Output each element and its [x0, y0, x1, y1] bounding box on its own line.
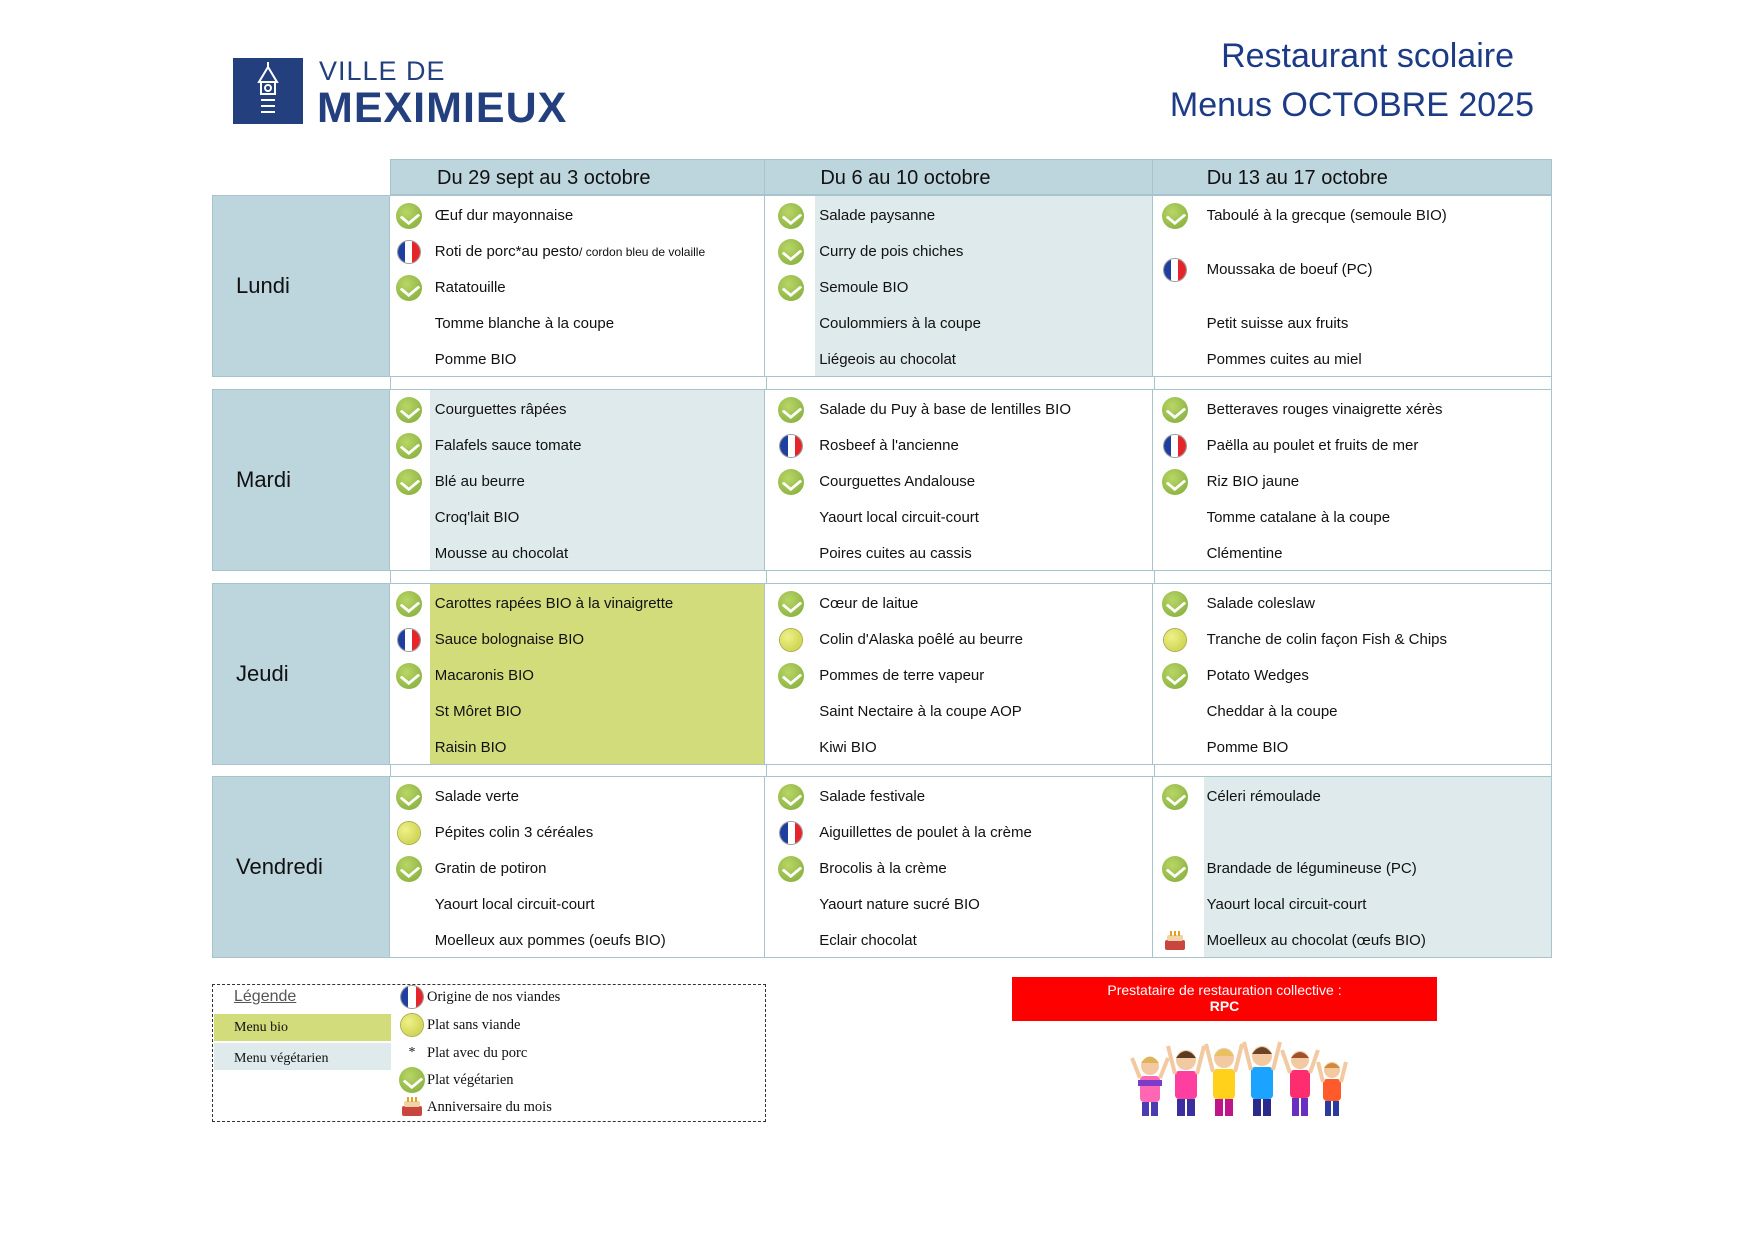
dish-text: Ratatouille — [434, 278, 506, 296]
dish-text: Brocolis à la crème — [819, 859, 947, 877]
cake-icon — [401, 1097, 423, 1117]
dish-name — [1207, 896, 1367, 913]
dish-name — [1207, 932, 1426, 949]
leaf-icon — [1162, 469, 1188, 495]
dish-name — [435, 667, 534, 684]
dish-text: Tomme blanche à la coupe — [434, 314, 615, 332]
dish-text: Croq'lait BIO — [434, 508, 520, 526]
dish-name — [435, 631, 584, 648]
leaf-icon — [396, 469, 422, 495]
dish-note: / cordon bleu de volaille — [579, 244, 706, 259]
dish-text: Semoule BIO — [819, 278, 909, 296]
leaf-icon — [778, 397, 804, 423]
day-row — [212, 389, 1552, 571]
menu-cell — [1153, 196, 1551, 376]
dish-text: Cœur de laitue — [819, 594, 919, 612]
french-flag-icon — [1164, 435, 1186, 457]
french-flag-icon — [398, 241, 420, 263]
menu-cell — [390, 196, 765, 376]
dish-icon-slot — [395, 274, 423, 302]
dish-text: Céleri rémoulade — [1206, 787, 1321, 805]
dish-text: Raisin BIO — [434, 738, 507, 756]
dish-row — [765, 694, 1151, 728]
dish-row — [1153, 694, 1551, 728]
dish-name — [1207, 315, 1349, 332]
dish-name — [819, 243, 963, 260]
dish-text: Macaronis BIO — [434, 666, 534, 684]
dish-icon-slot — [1161, 927, 1189, 955]
leaf-icon — [778, 469, 804, 495]
dish-icon-slot — [777, 274, 805, 302]
dish-text: Yaourt nature sucré BIO — [819, 895, 980, 913]
dish-icon-slot — [1161, 202, 1189, 230]
dish-icon-slot — [395, 855, 423, 883]
dish-row — [390, 270, 764, 304]
menu-cell — [765, 584, 1152, 764]
leaf-icon — [396, 397, 422, 423]
dish-text: Poires cuites au cassis — [819, 544, 972, 562]
provider-banner — [1012, 977, 1437, 1021]
dish-icon-slot — [395, 432, 423, 460]
dish-row — [765, 464, 1151, 498]
dish-text: Pommes cuites au miel — [1206, 350, 1362, 368]
dish-row — [1153, 464, 1551, 498]
dish-text: Liégeois au chocolat — [819, 350, 956, 368]
logo-line2: MEXIMIEUX — [317, 84, 568, 132]
leaf-icon — [778, 663, 804, 689]
dish-row — [390, 730, 764, 764]
french-flag-icon — [780, 435, 802, 457]
dish-name — [435, 824, 593, 841]
dish-row — [390, 306, 764, 340]
dish-row — [1153, 658, 1551, 692]
dish-name — [435, 739, 507, 756]
dish-text: Courguettes Andalouse — [819, 472, 976, 490]
dish-text: Brandade de légumineuse (PC) — [1206, 859, 1417, 877]
dish-row — [765, 887, 1151, 921]
legend-icon-slot — [399, 1014, 425, 1036]
dish-name — [435, 545, 568, 562]
dish-name — [819, 932, 917, 949]
day-row — [212, 776, 1552, 958]
dish-text: Blé au beurre — [434, 472, 525, 490]
dish-text: Betteraves rouges vinaigrette xérès — [1206, 400, 1443, 418]
dish-row — [765, 622, 1151, 656]
dish-row — [390, 464, 764, 498]
dish-row — [1153, 270, 1551, 304]
leaf-icon — [1162, 663, 1188, 689]
dish-text: Pommes de terre vapeur — [819, 666, 985, 684]
week-header: Du 29 sept au 3 octobre — [391, 160, 765, 194]
dish-row — [390, 586, 764, 620]
ball-icon — [780, 629, 802, 651]
dish-name — [819, 315, 981, 332]
dish-text: Moelleux au chocolat (œufs BIO) — [1206, 931, 1426, 949]
dish-name — [435, 351, 517, 368]
dish-row — [765, 428, 1151, 462]
dish-name — [435, 703, 522, 720]
dish-name — [1207, 788, 1321, 805]
asterisk-icon: * — [408, 1045, 416, 1060]
dish-name — [1207, 437, 1419, 454]
dish-icon-slot — [777, 855, 805, 883]
dish-icon-slot — [1161, 468, 1189, 496]
dish-name — [1207, 631, 1447, 648]
title-line2: Menus OCTOBRE 2025 — [1169, 86, 1534, 124]
leaf-icon — [396, 275, 422, 301]
dish-icon-slot — [395, 396, 423, 424]
city-logo — [233, 56, 593, 132]
dish-text: Salade verte — [434, 787, 519, 805]
legend-menu-vegetarien: Menu végétarien — [214, 1043, 391, 1070]
dish-text: Aiguillettes de poulet à la crème — [819, 823, 1032, 841]
dish-row — [390, 815, 764, 849]
page-title — [1170, 32, 1534, 130]
dish-icon-slot — [777, 202, 805, 230]
dish-text: Taboulé à la grecque (semoule BIO) — [1206, 206, 1447, 224]
dish-text: Salade coleslaw — [1206, 594, 1315, 612]
title-line1: Restaurant scolaire — [1221, 37, 1514, 75]
legend-icon-slot — [399, 1067, 425, 1093]
menu-cell — [390, 584, 765, 764]
dish-text: Moussaka de boeuf (PC) — [1206, 260, 1373, 278]
dish-icon-slot — [1161, 662, 1189, 690]
dish-text: Roti de porc*au pesto — [434, 242, 580, 260]
legend-icon-slot — [399, 986, 425, 1008]
dish-name — [435, 473, 525, 490]
day-row — [212, 195, 1552, 377]
dish-text: Potato Wedges — [1206, 666, 1309, 684]
menu-cell — [765, 196, 1152, 376]
dish-row — [765, 198, 1151, 232]
dish-text: Salade du Puy à base de lentilles BIO — [819, 400, 1072, 418]
dish-name — [819, 207, 935, 224]
dish-name — [819, 401, 1071, 418]
dish-text: Rosbeef à l'ancienne — [819, 436, 959, 454]
legend-text: Plat sans viande — [427, 1016, 521, 1033]
dish-row — [765, 270, 1151, 304]
cake-icon — [1164, 931, 1186, 951]
dish-text: Pomme BIO — [1206, 738, 1289, 756]
dish-icon-slot — [777, 590, 805, 618]
leaf-icon — [399, 1067, 425, 1093]
dish-row — [765, 234, 1151, 268]
leaf-icon — [396, 591, 422, 617]
provider-name: RPC — [1209, 998, 1240, 1014]
dish-text: Yaourt local circuit-court — [434, 895, 595, 913]
legend-text: Plat avec du porc — [427, 1044, 528, 1061]
dish-text: Paëlla au poulet et fruits de mer — [1206, 436, 1419, 454]
children-illustration — [1128, 1036, 1348, 1118]
dish-icon-slot — [395, 590, 423, 618]
dish-name — [819, 509, 979, 526]
dish-icon-slot — [1161, 783, 1189, 811]
dish-text: Eclair chocolat — [819, 931, 917, 949]
dish-name — [1207, 509, 1390, 526]
dish-row — [390, 428, 764, 462]
dish-text: Saint Nectaire à la coupe AOP — [819, 702, 1022, 720]
dish-text: Cheddar à la coupe — [1206, 702, 1338, 720]
dish-name — [1207, 703, 1338, 720]
dish-text: Kiwi BIO — [819, 738, 877, 756]
dish-row — [390, 622, 764, 656]
dish-row — [765, 851, 1151, 885]
dish-row — [1153, 851, 1551, 885]
dish-icon-slot — [1161, 396, 1189, 424]
dish-row — [390, 779, 764, 813]
dish-name — [435, 243, 705, 260]
provider-label: Prestataire de restauration collective : — [1107, 982, 1342, 998]
day-label: Vendredi — [213, 777, 390, 957]
dish-name — [819, 631, 1023, 648]
day-label: Mardi — [213, 390, 390, 570]
dish-row — [765, 500, 1151, 534]
dish-row — [1153, 622, 1551, 656]
dish-row — [765, 392, 1151, 426]
dish-text: Gratin de potiron — [434, 859, 547, 877]
dish-name — [1207, 351, 1362, 368]
dish-text: Œuf dur mayonnaise — [434, 206, 574, 224]
leaf-icon — [778, 239, 804, 265]
dish-icon-slot — [395, 626, 423, 654]
dish-icon-slot — [777, 819, 805, 847]
dish-row — [1153, 392, 1551, 426]
dish-row — [390, 342, 764, 376]
french-flag-icon — [398, 629, 420, 651]
legend-text: Anniversaire du mois — [427, 1098, 552, 1115]
row-spacer — [390, 571, 1552, 583]
dish-icon-slot — [777, 432, 805, 460]
dish-row — [390, 658, 764, 692]
dish-icon-slot — [777, 626, 805, 654]
dish-text: Coulommiers à la coupe — [819, 314, 981, 332]
dish-icon-slot — [395, 783, 423, 811]
dish-text: Petit suisse aux fruits — [1206, 314, 1349, 332]
dish-icon-slot — [777, 396, 805, 424]
dish-row — [390, 694, 764, 728]
dish-name — [1207, 595, 1315, 612]
dish-name — [819, 860, 947, 877]
dish-name — [819, 788, 925, 805]
church-logo-icon — [233, 58, 303, 124]
dish-row — [390, 198, 764, 232]
dish-name — [1207, 667, 1309, 684]
dish-name — [435, 896, 595, 913]
legend-text: Plat végétarien — [427, 1071, 514, 1088]
dish-row — [390, 536, 764, 570]
menu-cell — [1153, 390, 1551, 570]
dish-row — [1153, 536, 1551, 570]
leaf-icon — [396, 784, 422, 810]
dish-text: Sauce bolognaise BIO — [434, 630, 585, 648]
leaf-icon — [396, 203, 422, 229]
dish-row — [1153, 779, 1551, 813]
dish-name — [1207, 207, 1447, 224]
leaf-icon — [396, 663, 422, 689]
dish-text: Pépites colin 3 céréales — [434, 823, 594, 841]
dish-icon-slot — [395, 202, 423, 230]
dish-icon-slot — [1161, 432, 1189, 460]
dish-name — [1207, 545, 1283, 562]
leaf-icon — [778, 275, 804, 301]
menu-cell — [1153, 777, 1551, 957]
dish-text: Falafels sauce tomate — [434, 436, 582, 454]
dish-name — [435, 207, 573, 224]
french-flag-icon — [401, 986, 423, 1008]
dish-text: Riz BIO jaune — [1206, 472, 1300, 490]
menu-cell — [1153, 584, 1551, 764]
dish-row — [1153, 342, 1551, 376]
dish-icon-slot — [777, 783, 805, 811]
dish-icon-slot — [1161, 590, 1189, 618]
dish-text: Tomme catalane à la coupe — [1206, 508, 1391, 526]
legend-menu-bio: Menu bio — [214, 1014, 391, 1041]
dish-icon-slot — [395, 468, 423, 496]
dish-name — [819, 824, 1032, 841]
day-row — [212, 583, 1552, 765]
dish-name — [435, 788, 519, 805]
dish-row — [1153, 198, 1551, 232]
row-spacer — [390, 377, 1552, 389]
row-spacer — [390, 764, 1552, 776]
dish-icon-slot — [395, 238, 423, 266]
french-flag-icon — [780, 822, 802, 844]
leaf-icon — [1162, 203, 1188, 229]
week-header: Du 13 au 17 octobre — [1206, 167, 1388, 189]
menu-cell — [390, 777, 765, 957]
dish-text: Salade paysanne — [819, 206, 936, 224]
legend — [212, 984, 766, 1122]
dish-name — [435, 860, 547, 877]
dish-text: Curry de pois chiches — [819, 242, 964, 260]
dish-row — [390, 923, 764, 957]
dish-row — [390, 392, 764, 426]
legend-icon-slot — [399, 1097, 425, 1117]
dish-row — [1153, 586, 1551, 620]
dish-row — [765, 779, 1151, 813]
dish-name — [819, 739, 877, 756]
dish-name — [435, 401, 567, 418]
dish-icon-slot — [777, 468, 805, 496]
dish-name — [435, 595, 673, 612]
dish-row — [1153, 887, 1551, 921]
dish-text: Pomme BIO — [434, 350, 517, 368]
menu-cell — [765, 390, 1152, 570]
dish-name — [435, 315, 614, 332]
dish-row — [390, 500, 764, 534]
leaf-icon — [1162, 397, 1188, 423]
dish-row — [1153, 306, 1551, 340]
leaf-icon — [778, 591, 804, 617]
dish-row — [1153, 500, 1551, 534]
dish-row — [1153, 428, 1551, 462]
leaf-icon — [1162, 591, 1188, 617]
dish-row — [765, 306, 1151, 340]
dish-row — [765, 586, 1151, 620]
leaf-icon — [396, 856, 422, 882]
leaf-icon — [778, 203, 804, 229]
dish-row — [390, 234, 764, 268]
dish-name — [435, 437, 582, 454]
dish-name — [819, 437, 959, 454]
dish-row — [765, 658, 1151, 692]
dish-name — [435, 279, 506, 296]
leaf-icon — [396, 433, 422, 459]
dish-row — [390, 887, 764, 921]
dish-name — [819, 667, 984, 684]
dish-name — [819, 473, 975, 490]
dish-text: Salade festivale — [819, 787, 926, 805]
dish-name — [819, 279, 908, 296]
dish-text: Yaourt local circuit-court — [1206, 895, 1367, 913]
dish-text: Colin d'Alaska poêlé au beurre — [819, 630, 1024, 648]
dish-row — [1153, 730, 1551, 764]
menu-cell — [765, 777, 1152, 957]
leaf-icon — [778, 856, 804, 882]
dish-name — [435, 932, 666, 949]
ball-icon — [1164, 629, 1186, 651]
ball-icon — [401, 1014, 423, 1036]
dish-row — [765, 923, 1151, 957]
dish-name — [819, 351, 956, 368]
dish-name — [1207, 739, 1289, 756]
dish-text: Tranche de colin façon Fish & Chips — [1206, 630, 1447, 648]
dish-icon-slot — [777, 238, 805, 266]
dish-name — [819, 545, 972, 562]
leaf-icon — [778, 784, 804, 810]
legend-title: Légende — [234, 988, 297, 1005]
dish-icon-slot — [777, 662, 805, 690]
dish-text: Clémentine — [1206, 544, 1283, 562]
day-label: Jeudi — [213, 584, 390, 764]
legend-icon-slot — [399, 1045, 425, 1061]
ball-icon — [398, 822, 420, 844]
dish-icon-slot — [395, 662, 423, 690]
dish-row — [765, 815, 1151, 849]
dish-name — [1207, 401, 1443, 418]
dish-text: Mousse au chocolat — [434, 544, 569, 562]
dish-name — [819, 703, 1022, 720]
menu-cell — [390, 390, 765, 570]
dish-text: Carottes rapées BIO à la vinaigrette — [434, 594, 674, 612]
dish-row — [1153, 923, 1551, 957]
dish-text: Courguettes râpées — [434, 400, 567, 418]
logo-line1: VILLE DE — [319, 56, 446, 86]
dish-icon-slot — [395, 819, 423, 847]
dish-text: Moelleux aux pommes (oeufs BIO) — [434, 931, 666, 949]
dish-text: St Môret BIO — [434, 702, 522, 720]
legend-text: Origine de nos viandes — [427, 988, 561, 1005]
dish-text: Yaourt local circuit-court — [819, 508, 979, 526]
dish-name — [1207, 473, 1300, 490]
day-label: Lundi — [213, 196, 390, 376]
dish-row — [390, 851, 764, 885]
week-header-row — [390, 159, 1552, 195]
dish-name — [435, 509, 520, 526]
dish-row — [765, 342, 1151, 376]
dish-name — [819, 896, 980, 913]
week-header: Du 6 au 10 octobre — [765, 160, 1152, 194]
dish-row — [765, 536, 1151, 570]
dish-name — [819, 595, 918, 612]
dish-icon-slot — [1161, 626, 1189, 654]
dish-row — [765, 730, 1151, 764]
leaf-icon — [1162, 784, 1188, 810]
